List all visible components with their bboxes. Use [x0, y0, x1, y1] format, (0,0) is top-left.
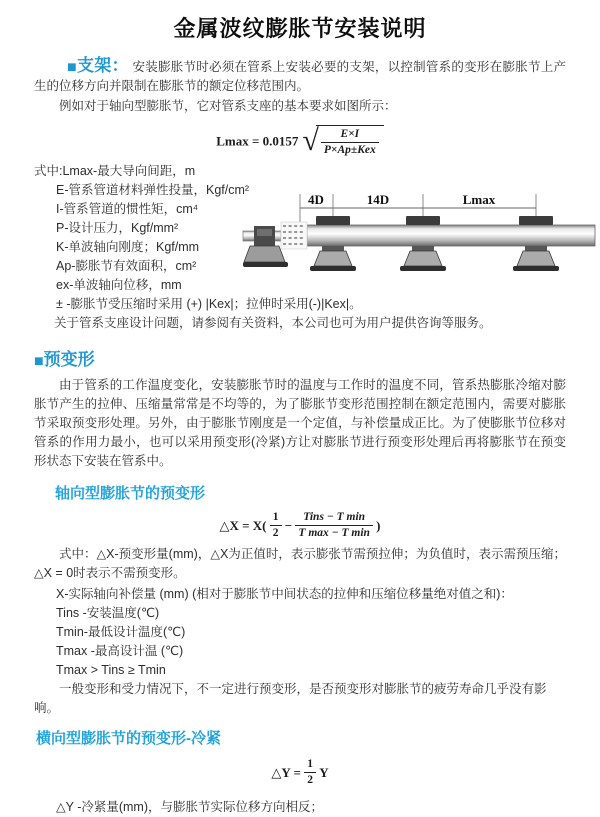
dim-label-lmax: Lmax	[462, 192, 496, 207]
half-denominator: 2	[272, 527, 279, 539]
support-note-line: 关于管系支座设计问题，请参阅有关资料，本公司也可为用户提供咨询等服务。	[54, 316, 492, 330]
pipe-support-diagram	[243, 188, 595, 284]
dy-half-fraction	[304, 758, 316, 787]
dim-label-4d: 4D	[308, 192, 324, 207]
support-example-line: 例如对于轴向型膨胀节，它对管系支座的基本要求如图所示：	[59, 99, 397, 113]
list-item: 式中:Lmax-最大导向间距，m	[34, 164, 196, 178]
list-item: P-设计压力，Kgf/mm²	[56, 221, 179, 235]
support-section-heading: 支架：	[76, 56, 129, 75]
list-item: I-管系管道的惯性矩，cm⁴	[56, 202, 199, 216]
list-item: Tins -安装温度(℃)	[56, 606, 160, 620]
list-item: X-实际轴向补偿量 (mm) (相对于膨胀节中间状态的拉伸和压缩位移量绝对值之和)：	[56, 587, 513, 601]
list-item: Ap-膨胀节有效面积，cm²	[56, 259, 197, 273]
dy-formula-lhs: △Y =	[271, 765, 301, 780]
predeform-section-heading-row	[34, 350, 566, 371]
lmax-formula	[34, 125, 566, 157]
temp-denominator: T max − T min	[298, 527, 370, 539]
dx-formula-lhs: △X = X(	[219, 518, 267, 533]
dx-half-fraction	[270, 511, 282, 540]
bellows-icon	[281, 222, 307, 249]
section-square-icon: ■	[67, 59, 77, 76]
support-section-lead	[34, 56, 566, 96]
list-item: Tmax > Tins ≥ Tmin	[56, 663, 166, 677]
list-item: Tmax -最高设计温 (℃)	[56, 644, 184, 658]
half-numerator: 1	[304, 758, 316, 773]
lateral-predeform-heading: 横向型膨胀节的预变形-冷紧	[36, 730, 221, 747]
list-item: E-管系管道材料弹性投量，Kgf/cm²	[56, 183, 250, 197]
list-item: ex-单波轴向位移，mm	[56, 278, 182, 292]
dx-temp-fraction	[295, 511, 373, 540]
sqrt-content	[316, 125, 384, 157]
dim-label-14d: 14D	[366, 192, 390, 207]
predeform-section-heading: 预变形	[43, 350, 95, 369]
list-item: Tmin-最低设计温度(℃)	[56, 625, 186, 639]
pipe-diagram-svg	[243, 188, 595, 284]
axial-variable-list	[34, 585, 566, 680]
axial-predeform-formula	[34, 511, 566, 540]
predeform-paragraph: 由于管系的工作温度变化，安装膨胀节时的温度与工作时的温度不同，管系热膨胀冷缩对膨胀节产生的拉伸、压缩量常常是不均等的，为了膨胀节变形范围控制在额定范围内，需要对膨胀节采取预变形处理。另外，由于膨胀节刚度是一个定值，与补偿量成正比。为了使膨胀节位移对管系的作用力最小，也可以采用预变形(冷紧)方让对膨胀节进行预变形处理后再将膨胀节在预变形状态下安装在管系中。	[34, 378, 566, 468]
axial-predeform-heading: 轴向型膨胀节的预变形	[55, 485, 206, 502]
lateral-formula-explain: △Y -冷紧量(mm)，与膨胀节实际位移方向相反；	[56, 800, 324, 814]
temp-numerator: Tins − T min	[295, 511, 373, 526]
lmax-fraction-denominator: P×Ap±Kex	[323, 144, 376, 156]
axial-note-line: 一般变形和受力情况下，不一定进行预变形，是否预变形对膨胀节的疲劳寿命几乎没有影响。	[34, 682, 547, 715]
pipe	[307, 225, 595, 246]
lateral-predeform-formula	[34, 758, 566, 787]
dy-formula-rhs: Y	[319, 765, 329, 780]
list-item: K-单波轴向刚度；Kgf/mm	[56, 240, 200, 254]
half-numerator: 1	[270, 511, 282, 526]
section-square-icon: ■	[34, 353, 44, 370]
half-denominator: 2	[307, 774, 313, 786]
lmax-fraction-numerator: E×I	[321, 128, 379, 143]
sqrt-radical-icon: √	[302, 124, 319, 157]
list-item: ± -膨胀节受压缩时采用 (+) |Kex|；拉伸时采用(-)|Kex|。	[56, 297, 362, 311]
dx-formula-close-paren: )	[376, 518, 381, 533]
page-title: 金属波纹膨胀节安装说明	[173, 16, 427, 41]
support-intro-text: 安装膨胀节时必须在管系上安装必要的支架，以控制管系的变形在膨胀节上产生的位移方向并限制在膨胀节的额定位移范围内。	[34, 60, 566, 93]
lmax-formula-prefix: Lmax = 0.0157	[216, 133, 299, 149]
lmax-fraction	[321, 128, 379, 157]
dx-minus-sign: −	[284, 518, 293, 533]
axial-formula-explain: 式中：△X-预变形量(mm)，△X为正值时，表示膨张节需预拉伸；为负值时，表示需预压缩；△X = 0时表示不需预变形。	[34, 547, 566, 580]
